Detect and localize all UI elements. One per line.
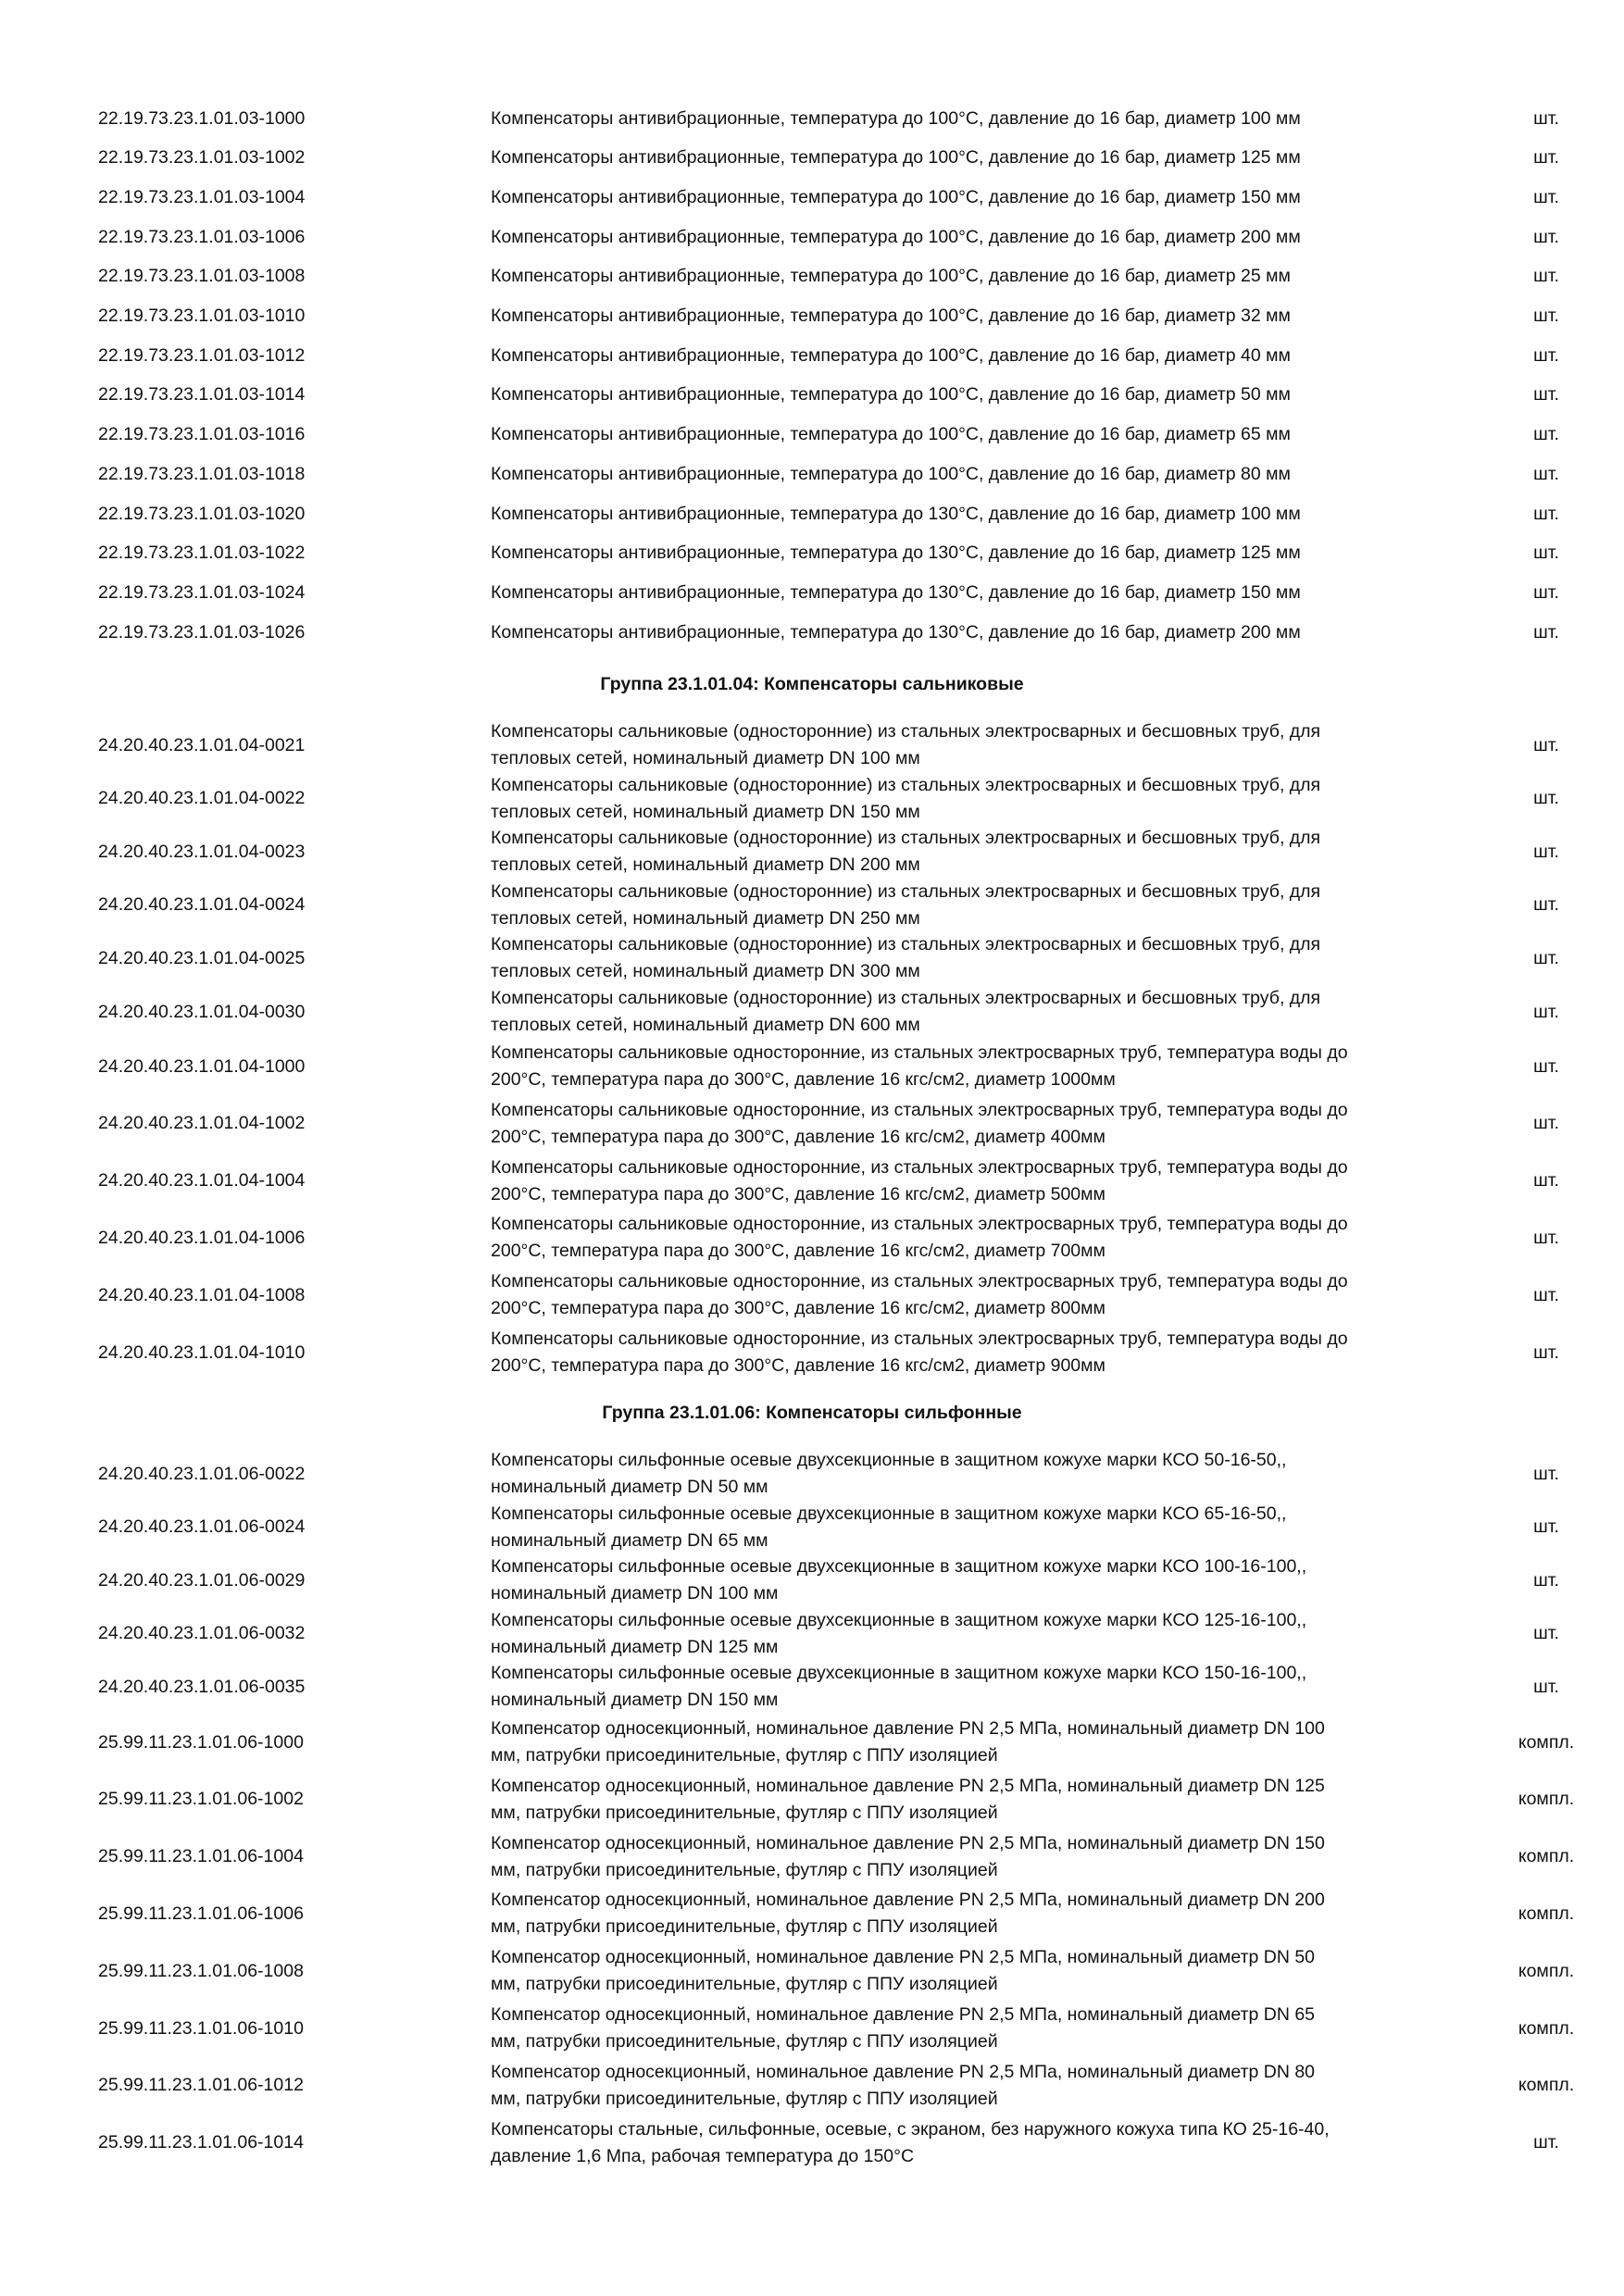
item-description (491, 533, 1472, 573)
description-line: Компенсатор односекционный, номинальное давление PN 2,5 МПа, номинальный диаметр DN 100 (491, 1718, 1325, 1739)
item-description (491, 1097, 1472, 1151)
item-description (491, 415, 1472, 455)
description-line: Компенсатор односекционный, номинальное давление PN 2,5 МПа, номинальный диаметр DN 125 (491, 1775, 1325, 1796)
item-unit: шт. (1533, 107, 1559, 129)
description-line: Компенсаторы антивибрационные, температура до 100°С, давление до 16 бар, диаметр 65 мм (491, 424, 1291, 445)
item-code: 25.99.11.23.1.01.06-1004 (98, 1846, 304, 1867)
table-row (0, 297, 1624, 336)
item-description (491, 1326, 1472, 1379)
table-row (0, 376, 1624, 415)
item-code: 25.99.11.23.1.01.06-1006 (98, 1903, 304, 1924)
item-unit: шт. (1533, 1569, 1559, 1591)
item-description (491, 375, 1472, 415)
table-row (0, 2115, 1624, 2171)
description-line: Компенсаторы сильфонные осевые двухсекционные в защитном кожухе марки КСО 150-16-100,, (491, 1663, 1307, 1684)
description-line: Компенсаторы сальниковые (односторонние) из стальных электросварных и бесшовных труб, для (491, 828, 1321, 849)
item-description (491, 1211, 1472, 1265)
description-line: мм, патрубки присоединительные, футляр с ППУ изоляцией (491, 1802, 998, 1823)
description-line: Компенсаторы сальниковые односторонние, из стальных электросварных труб, температура воды до (491, 1271, 1348, 1292)
item-code: 22.19.73.23.1.01.03-1014 (98, 384, 306, 406)
item-code: 22.19.73.23.1.01.03-1026 (98, 621, 306, 643)
description-line: 200°С, температура пара до 300°С, давление 16 кгс/см2, диаметр 400мм (491, 1126, 1106, 1147)
description-line: Компенсаторы антивибрационные, температура до 130°С, давление до 16 бар, диаметр 125 мм (491, 543, 1301, 564)
item-description (491, 879, 1472, 932)
item-description (491, 256, 1472, 296)
item-description (491, 985, 1472, 1039)
item-unit: шт. (1533, 1170, 1559, 1192)
table-row (0, 1268, 1624, 1322)
item-description (491, 138, 1472, 178)
description-line: тепловых сетей, номинальный диаметр DN 250 мм (491, 907, 920, 929)
item-code: 22.19.73.23.1.01.03-1018 (98, 463, 306, 484)
item-code: 22.19.73.23.1.01.03-1006 (98, 226, 306, 247)
item-code: 24.20.40.23.1.01.06-0032 (98, 1623, 306, 1644)
table-row (0, 1772, 1624, 1828)
item-code: 24.20.40.23.1.01.04-0024 (98, 894, 306, 916)
item-unit: шт. (1533, 384, 1559, 406)
table-row (0, 1943, 1624, 1999)
table-row (0, 99, 1624, 138)
table-row (0, 455, 1624, 493)
description-line: давление 1,6 Мпа, рабочая температура до 150°С (491, 2145, 915, 2166)
item-unit: шт. (1533, 266, 1559, 287)
description-line: Компенсаторы сальниковые (односторонние) из стальных электросварных и бесшовных труб, для (491, 934, 1321, 955)
table-row (0, 985, 1624, 1039)
description-line: Компенсаторы антивибрационные, температура до 100°С, давление до 16 бар, диаметр 40 мм (491, 344, 1291, 366)
item-code: 25.99.11.23.1.01.06-1012 (98, 2075, 304, 2096)
item-description (491, 772, 1472, 826)
description-line: 200°С, температура пара до 300°С, давление 16 кгс/см2, диаметр 700мм (491, 1241, 1106, 1262)
description-line: тепловых сетей, номинальный диаметр DN 600 мм (491, 1015, 920, 1035)
description-line: Компенсаторы антивибрационные, температура до 100°С, давление до 16 бар, диаметр 25 мм (491, 266, 1291, 287)
description-line: 200°С, температура пара до 300°С, давление 16 кгс/см2, диаметр 500мм (491, 1183, 1106, 1204)
table-row (0, 336, 1624, 375)
item-code: 25.99.11.23.1.01.06-1000 (98, 1731, 304, 1753)
description-line: Компенсаторы сильфонные осевые двухсекционные в защитном кожухе марки КСО 125-16-100,, (491, 1609, 1307, 1630)
item-code: 22.19.73.23.1.01.03-1010 (98, 306, 306, 326)
item-description (491, 1660, 1472, 1714)
description-line: тепловых сетей, номинальный диаметр DN 150 мм (491, 801, 920, 822)
item-code: 22.19.73.23.1.01.03-1020 (98, 503, 306, 524)
description-line: Компенсаторы антивибрационные, температура до 100°С, давление до 16 бар, диаметр 100 мм (491, 107, 1301, 129)
item-unit: шт. (1533, 1001, 1559, 1022)
item-unit: шт. (1533, 788, 1559, 809)
table-row (0, 178, 1624, 217)
table-row (0, 573, 1624, 612)
item-unit: компл. (1518, 1846, 1575, 1867)
item-unit: компл. (1518, 1903, 1575, 1924)
item-description (491, 296, 1472, 336)
item-unit: шт. (1533, 424, 1559, 445)
item-code: 24.20.40.23.1.01.06-0022 (98, 1463, 306, 1484)
item-description (491, 218, 1472, 257)
description-line: Компенсаторы сальниковые односторонние, из стальных электросварных труб, температура воды до (491, 1042, 1348, 1063)
table-row (0, 772, 1624, 826)
table-row (0, 613, 1624, 652)
item-code: 25.99.11.23.1.01.06-1014 (98, 2132, 304, 2153)
item-unit: шт. (1533, 1113, 1559, 1134)
table-row (0, 2001, 1624, 2056)
item-code: 25.99.11.23.1.01.06-1010 (98, 2017, 304, 2039)
table-row (0, 1211, 1624, 1265)
item-description (491, 1830, 1472, 1884)
item-description (491, 178, 1472, 218)
table-row (0, 139, 1624, 178)
item-description (491, 1607, 1472, 1661)
item-unit: шт. (1533, 1055, 1559, 1077)
item-unit: шт. (1533, 2132, 1559, 2153)
description-line: Компенсаторы сильфонные осевые двухсекционные в защитном кожухе марки КСО 50-16-50,, (491, 1450, 1287, 1470)
item-unit: шт. (1533, 734, 1559, 755)
item-unit: шт. (1533, 1676, 1559, 1697)
item-unit: шт. (1533, 147, 1559, 168)
item-description (491, 931, 1472, 985)
item-description (491, 1887, 1472, 1940)
description-line: Компенсаторы сильфонные осевые двухсекционные в защитном кожухе марки КСО 65-16-50,, (491, 1503, 1287, 1524)
description-line: номинальный диаметр DN 150 мм (491, 1690, 779, 1711)
item-description (491, 99, 1472, 139)
description-line: мм, патрубки присоединительные, футляр с ППУ изоляцией (491, 2088, 998, 2109)
description-line: Компенсатор односекционный, номинальное давление PN 2,5 МПа, номинальный диаметр DN 65 (491, 2004, 1316, 2025)
item-unit: компл. (1518, 2075, 1575, 2096)
item-code: 22.19.73.23.1.01.03-1002 (98, 147, 306, 168)
description-line: мм, патрубки присоединительные, футляр с ППУ изоляцией (491, 1974, 998, 1995)
item-unit: шт. (1533, 503, 1559, 524)
item-code: 22.19.73.23.1.01.03-1012 (98, 344, 306, 366)
description-line: Компенсаторы антивибрационные, температура до 100°С, давление до 16 бар, диаметр 32 мм (491, 306, 1291, 326)
item-description (491, 1716, 1472, 1769)
description-line: Компенсаторы сальниковые (односторонние) из стальных электросварных и бесшовных труб, для (491, 880, 1321, 902)
item-unit: компл. (1518, 2017, 1575, 2039)
item-description (491, 825, 1472, 879)
description-line: 200°С, температура пара до 300°С, давление 16 кгс/см2, диаметр 1000мм (491, 1069, 1116, 1090)
description-line: тепловых сетей, номинальный диаметр DN 200 мм (491, 855, 920, 876)
item-code: 22.19.73.23.1.01.03-1004 (98, 186, 306, 207)
item-description (491, 1268, 1472, 1322)
item-unit: шт. (1533, 226, 1559, 247)
item-description (491, 1154, 1472, 1208)
table-row (0, 1326, 1624, 1379)
table-row (0, 1553, 1624, 1608)
item-unit: компл. (1518, 1960, 1575, 1981)
table-row (0, 718, 1624, 772)
table-row (0, 1500, 1624, 1555)
item-description (491, 1040, 1472, 1093)
item-description (491, 494, 1472, 534)
table-row (0, 879, 1624, 932)
description-line: Компенсаторы антивибрационные, температура до 100°С, давление до 16 бар, диаметр 150 мм (491, 186, 1301, 207)
item-description (491, 573, 1472, 613)
description-line: Компенсатор односекционный, номинальное давление PN 2,5 МПа, номинальный диаметр DN 200 (491, 1890, 1325, 1911)
description-line: тепловых сетей, номинальный диаметр DN 300 мм (491, 961, 920, 982)
item-code: 24.20.40.23.1.01.06-0024 (98, 1516, 306, 1538)
table-row (0, 1040, 1624, 1093)
item-code: 25.99.11.23.1.01.06-1002 (98, 1789, 304, 1810)
item-description (491, 455, 1472, 494)
item-code: 24.20.40.23.1.01.04-1002 (98, 1113, 306, 1134)
item-unit: шт. (1533, 621, 1559, 643)
description-line: мм, патрубки присоединительные, футляр с ППУ изоляцией (491, 1745, 998, 1766)
item-unit: шт. (1533, 344, 1559, 366)
table-row (0, 1659, 1624, 1715)
item-code: 22.19.73.23.1.01.03-1022 (98, 543, 306, 564)
table-row (0, 1097, 1624, 1151)
item-code: 25.99.11.23.1.01.06-1008 (98, 1960, 304, 1981)
description-line: мм, патрубки присоединительные, футляр с ППУ изоляцией (491, 1916, 998, 1938)
table-row (0, 1715, 1624, 1770)
item-description (491, 1501, 1472, 1554)
item-code: 24.20.40.23.1.01.06-0029 (98, 1569, 306, 1591)
item-unit: шт. (1533, 841, 1559, 862)
item-code: 22.19.73.23.1.01.03-1000 (98, 107, 306, 129)
item-code: 24.20.40.23.1.01.04-1000 (98, 1055, 306, 1077)
table-row (0, 1446, 1624, 1502)
table-row (0, 1606, 1624, 1662)
description-line: Компенсаторы сальниковые односторонние, из стальных электросварных труб, температура воды до (491, 1099, 1348, 1120)
item-code: 24.20.40.23.1.01.04-1004 (98, 1170, 306, 1192)
item-unit: шт. (1533, 463, 1559, 484)
item-description (491, 2002, 1472, 2055)
item-description (491, 1944, 1472, 1998)
item-unit: компл. (1518, 1789, 1575, 1810)
table-row (0, 931, 1624, 985)
table-row (0, 494, 1624, 533)
description-line: 200°С, температура пара до 300°С, давление 16 кгс/см2, диаметр 800мм (491, 1298, 1106, 1319)
item-unit: шт. (1533, 1227, 1559, 1248)
item-unit: шт. (1533, 1463, 1559, 1484)
description-line: Компенсаторы сильфонные осевые двухсекционные в защитном кожухе марки КСО 100-16-100,, (491, 1556, 1307, 1578)
item-unit: компл. (1518, 1731, 1575, 1753)
description-line: Компенсатор односекционный, номинальное давление PN 2,5 МПа, номинальный диаметр DN 150 (491, 1832, 1325, 1853)
table-row (0, 1154, 1624, 1208)
table-row (0, 2058, 1624, 2114)
description-line: Компенсаторы антивибрационные, температура до 100°С, давление до 16 бар, диаметр 50 мм (491, 384, 1291, 406)
item-code: 24.20.40.23.1.01.04-1006 (98, 1227, 306, 1248)
item-unit: шт. (1533, 1284, 1559, 1305)
item-description (491, 1773, 1472, 1827)
description-line: Компенсаторы сальниковые (односторонние) из стальных электросварных и бесшовных труб, для (491, 721, 1321, 742)
table-row (0, 534, 1624, 573)
item-code: 24.20.40.23.1.01.04-0023 (98, 841, 306, 862)
description-line: 200°С, температура пара до 300°С, давление 16 кгс/см2, диаметр 900мм (491, 1355, 1106, 1376)
item-unit: шт. (1533, 947, 1559, 968)
description-line: номинальный диаметр DN 100 мм (491, 1583, 779, 1604)
item-code: 24.20.40.23.1.01.04-1008 (98, 1284, 306, 1305)
table-row (0, 257, 1624, 296)
description-line: Компенсаторы сальниковые односторонние, из стальных электросварных труб, температура воды до (491, 1329, 1348, 1349)
description-line: Компенсатор односекционный, номинальное давление PN 2,5 МПа, номинальный диаметр DN 80 (491, 2061, 1316, 2082)
item-unit: шт. (1533, 581, 1559, 603)
item-unit: шт. (1533, 894, 1559, 916)
item-code: 22.19.73.23.1.01.03-1024 (98, 581, 306, 603)
description-line: тепловых сетей, номинальный диаметр DN 100 мм (491, 748, 920, 768)
item-description (491, 2116, 1472, 2170)
description-line: мм, патрубки присоединительные, футляр с ППУ изоляцией (491, 1859, 998, 1880)
item-description (491, 336, 1472, 376)
item-code: 24.20.40.23.1.01.06-0035 (98, 1676, 306, 1697)
description-line: Компенсаторы антивибрационные, температура до 100°С, давление до 16 бар, диаметр 125 мм (491, 147, 1301, 168)
description-line: Компенсаторы антивибрационные, температура до 100°С, давление до 16 бар, диаметр 200 мм (491, 226, 1301, 247)
item-code: 22.19.73.23.1.01.03-1016 (98, 424, 306, 445)
item-description (491, 1447, 1472, 1501)
item-code: 22.19.73.23.1.01.03-1008 (98, 266, 306, 287)
description-line: Компенсаторы сальниковые (односторонние) из стальных электросварных и бесшовных труб, для (491, 774, 1321, 795)
item-unit: шт. (1533, 1623, 1559, 1644)
table-row (0, 218, 1624, 256)
description-line: Компенсаторы сальниковые односторонние, из стальных электросварных труб, температура воды до (491, 1214, 1348, 1235)
table-row (0, 416, 1624, 455)
description-line: номинальный диаметр DN 125 мм (491, 1636, 779, 1657)
item-code: 24.20.40.23.1.01.04-0022 (98, 788, 306, 809)
description-line: Компенсаторы сальниковые односторонние, из стальных электросварных труб, температура воды до (491, 1156, 1348, 1178)
group-heading-stuffing-box: Группа 23.1.01.04: Компенсаторы сальниковые (600, 674, 1024, 694)
description-line: Компенсаторы антивибрационные, температура до 130°С, давление до 16 бар, диаметр 100 мм (491, 503, 1301, 524)
description-line: Компенсаторы сальниковые (односторонние) из стальных электросварных и бесшовных труб, для (491, 988, 1321, 1008)
description-line: Компенсаторы антивибрационные, температура до 100°С, давление до 16 бар, диаметр 80 мм (491, 463, 1291, 484)
item-description (491, 613, 1472, 653)
description-line: Компенсаторы антивибрационные, температура до 130°С, давление до 16 бар, диаметр 150 мм (491, 581, 1301, 603)
item-code: 24.20.40.23.1.01.04-1010 (98, 1341, 306, 1363)
description-line: номинальный диаметр DN 50 мм (491, 1477, 768, 1497)
item-description (491, 718, 1472, 772)
description-line: мм, патрубки присоединительные, футляр с ППУ изоляцией (491, 2031, 998, 2052)
description-line: номинальный диаметр DN 65 мм (491, 1529, 768, 1551)
item-description (491, 1554, 1472, 1607)
item-code: 24.20.40.23.1.01.04-0030 (98, 1001, 306, 1022)
item-description (491, 2059, 1472, 2113)
item-unit: шт. (1533, 306, 1559, 326)
item-unit: шт. (1533, 543, 1559, 564)
table-row (0, 825, 1624, 879)
description-line: Компенсатор односекционный, номинальное давление PN 2,5 МПа, номинальный диаметр DN 50 (491, 1947, 1316, 1968)
item-unit: шт. (1533, 186, 1559, 207)
description-line: Компенсаторы антивибрационные, температура до 130°С, давление до 16 бар, диаметр 200 мм (491, 621, 1301, 643)
item-code: 24.20.40.23.1.01.04-0021 (98, 734, 306, 755)
group-heading-bellows: Группа 23.1.01.06: Компенсаторы сильфонные (602, 1403, 1022, 1423)
item-unit: шт. (1533, 1341, 1559, 1363)
item-code: 24.20.40.23.1.01.04-0025 (98, 947, 306, 968)
table-row (0, 1886, 1624, 1941)
item-unit: шт. (1533, 1516, 1559, 1538)
description-line: Компенсаторы стальные, сильфонные, осевые, с экраном, без наружного кожуха типа КО 25-16-40, (491, 2118, 1330, 2140)
table-row (0, 1829, 1624, 1885)
